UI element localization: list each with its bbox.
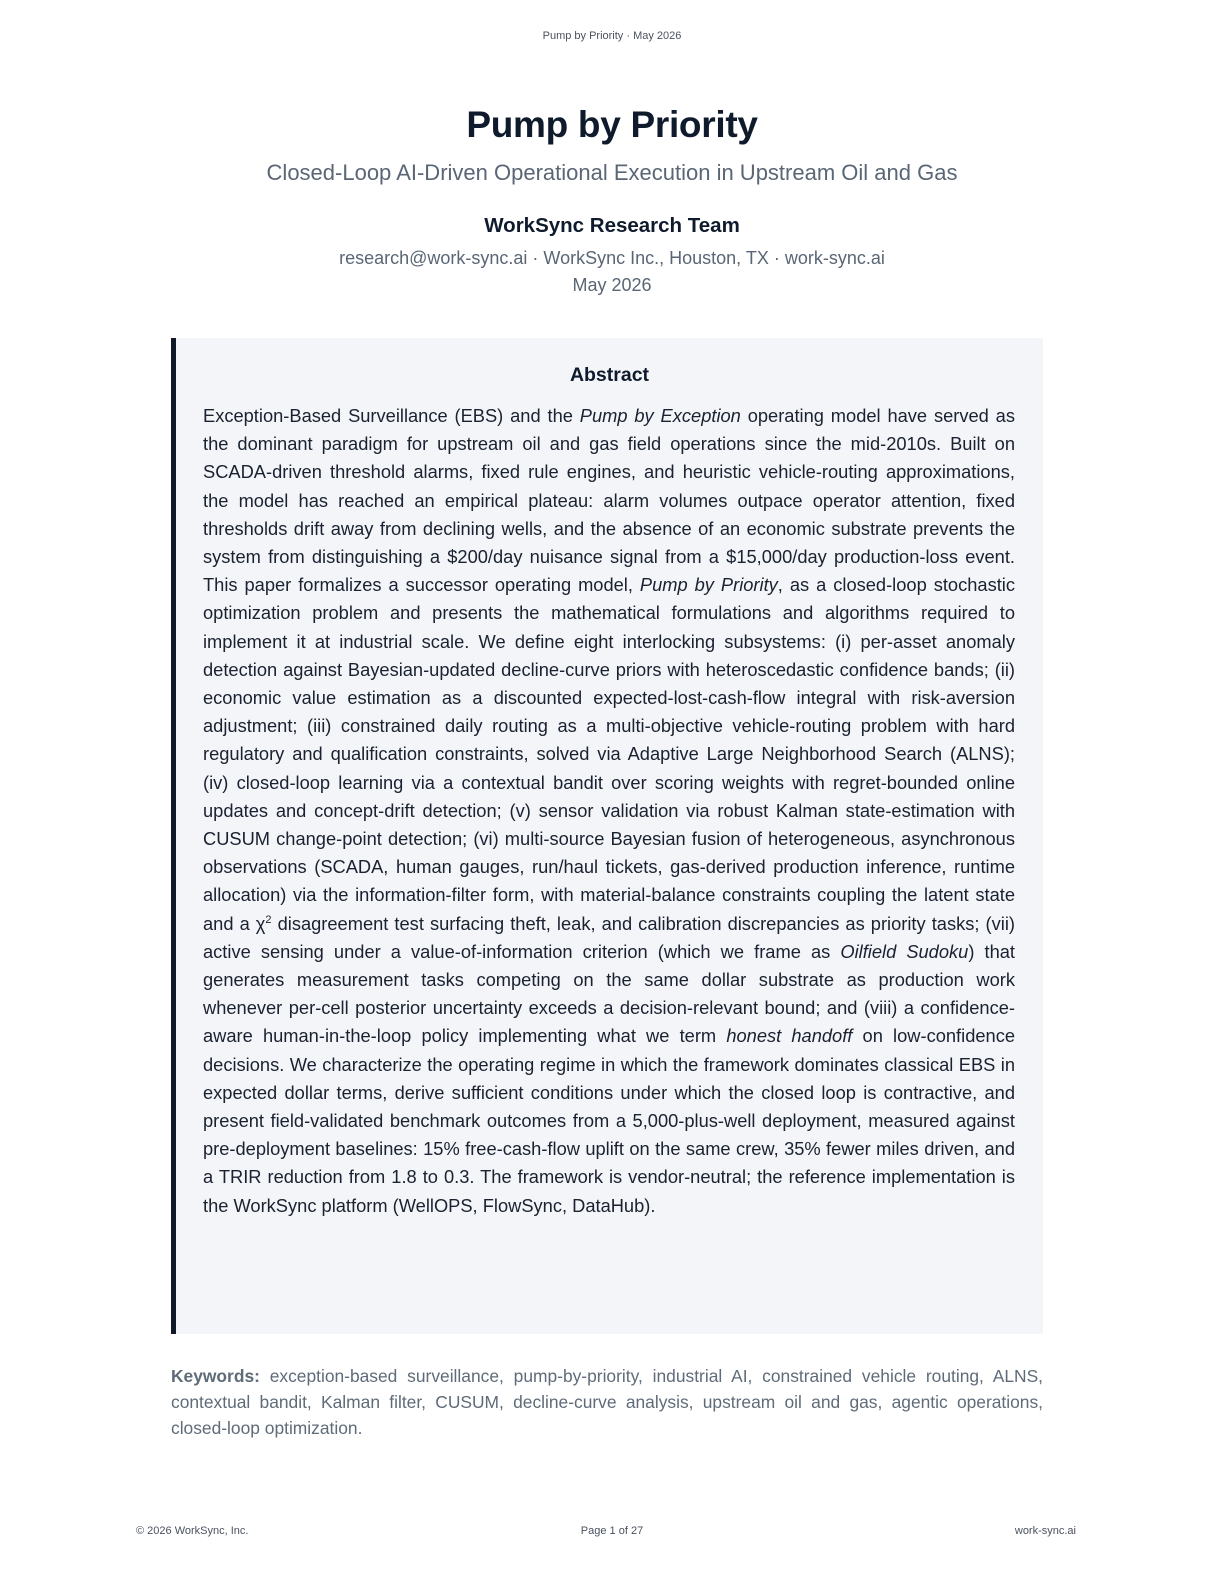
abstract-emphasis-2: Pump by Priority bbox=[639, 574, 778, 596]
abstract-body bbox=[203, 402, 1015, 1220]
abstract-superscript: 2 bbox=[265, 913, 272, 926]
abstract-emphasis-4: honest handoff bbox=[726, 1025, 853, 1047]
abstract-text-5: ) that generates measurement tasks competing on the same dollar substrate as production work whenever per-cell posterior uncertainty exceeds a decision-relevant bound; and (viii) a confidence-aware human-in-the-loop policy implementing what we term bbox=[203, 940, 1015, 1047]
abstract-emphasis-1: Pump by Exception bbox=[579, 405, 741, 426]
running-header: Pump by Priority · May 2026 bbox=[542, 30, 682, 42]
abstract-text-6: on low-confidence decisions. We characterize the operating regime in which the framework dominates classical EBS in expected dollar terms, derive sufficient conditions under which the closed loop is contractive, and present field-validated benchmark outcomes from a 5,000-plus-well deployment, measured against pre-deployment baselines: 15% free-cash-flow uplift on the same crew, 35% fewer miles driven, and a TRIR reduction from 1.8 to 0.3. The framework is vendor-neutral; the reference implementation is the WorkSync platform (WellOPS, FlowSync, DataHub). bbox=[203, 1025, 1015, 1216]
footer-page-number: Page 1 of 27 bbox=[580, 1525, 644, 1537]
abstract-emphasis-3: Oilfield Sudoku bbox=[840, 940, 969, 962]
paper-date: May 2026 bbox=[572, 275, 652, 295]
abstract-heading: Abstract bbox=[569, 364, 650, 386]
paper-affiliation: research@work-sync.ai · WorkSync Inc., Houston, TX · work-sync.ai bbox=[339, 248, 885, 268]
abstract-text-2: operating model have served as the dominant paradigm for upstream oil and gas field operations since the mid-2010s. Built on SCADA-driven threshold alarms, fixed rule engines, and heuristic vehicle-routing approximations, the model has reached an empirical plateau: alarm volumes outpace operator attention, fixed thresholds drift away from declining wells, and the absence of an economic substrate prevents the system from distinguishing a $200/day nuisance signal from a $15,000/day production-loss event. This paper formalizes a successor operating model, bbox=[203, 405, 1015, 596]
abstract-text-1: Exception-Based Surveillance (EBS) and the bbox=[203, 405, 580, 426]
keywords bbox=[171, 1364, 1043, 1441]
footer-copyright: © 2026 WorkSync, Inc. bbox=[136, 1525, 249, 1537]
abstract-text-4: disagreement test surfacing theft, leak, and calibration discrepancies as priority tasks; (vii) active sensing under a value-of-information criterion (which we frame as bbox=[203, 912, 1015, 962]
keywords-text: exception-based surveillance, pump-by-priority, industrial AI, constrained vehicle routing, ALNS, contextual bandit, Kalman filter, CUSUM, decline-curve analysis, upstream oil and gas, agentic operations, closed-loop optimization. bbox=[171, 1366, 1043, 1438]
keywords-label: Keywords: bbox=[171, 1366, 260, 1386]
abstract-text-3: , as a closed-loop stochastic optimization problem and presents the mathematical formulations and algorithms required to implement it at industrial scale. We define eight interlocking subsystems: (i) per-asset anomaly detection against Bayesian-updated decline-curve priors with heteroscedastic confidence bands; (ii) economic value estimation as a discounted expected-lost-cash-flow integral with risk-aversion adjustment; (iii) constrained daily routing as a multi-objective vehicle-routing problem with hard regulatory and qualification constraints, solved via Adaptive Large Neighborhood Search (ALNS); (iv) closed-loop learning via a contextual bandit over scoring weights with regret-bounded online updates and concept-drift detection; (v) sensor validation via robust Kalman state-estimation with CUSUM change-point detection; (vi) multi-source Bayesian fusion of heterogeneous, asynchronous observations (SCADA, human gauges, run/haul tickets, gas-derived production inference, runtime allocation) via the information-filter form, with material-balance constraints coupling the latent state and a χ bbox=[203, 574, 1015, 934]
paper-title: Pump by Priority bbox=[466, 104, 758, 145]
paper-subtitle: Closed-Loop AI-Driven Operational Execution in Upstream Oil and Gas bbox=[266, 160, 958, 185]
footer-site: work-sync.ai bbox=[1014, 1525, 1076, 1537]
paper-authors: WorkSync Research Team bbox=[484, 214, 740, 237]
